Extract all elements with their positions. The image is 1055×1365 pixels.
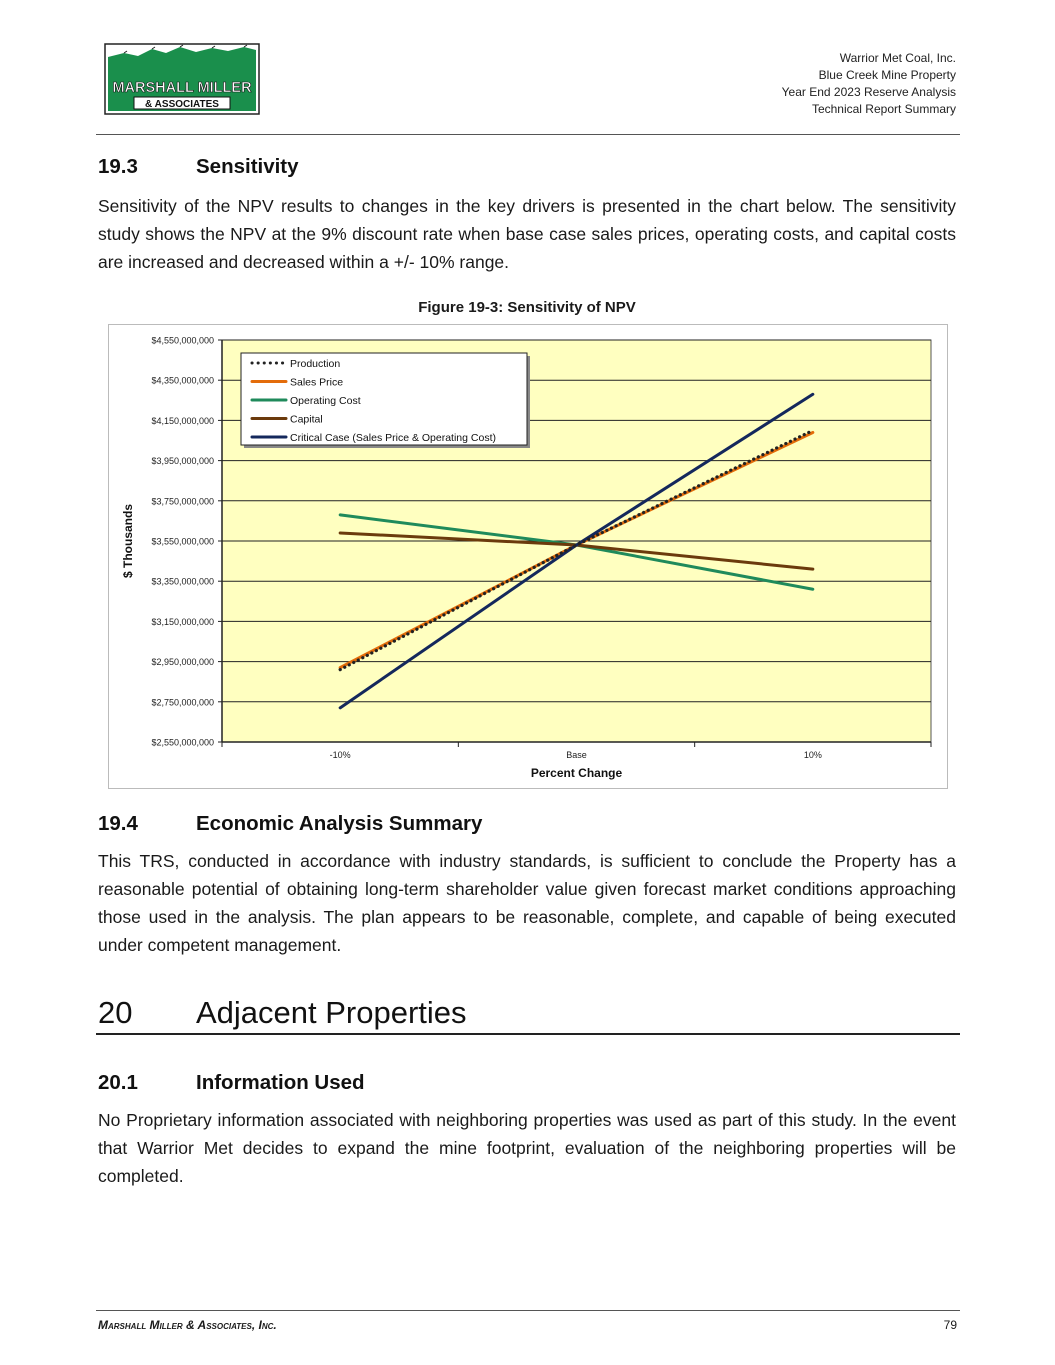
footer-company: Marshall Miller & Associates, Inc. (98, 1318, 277, 1332)
y-tick-label: $2,750,000,000 (151, 697, 214, 708)
economic-summary-paragraph: This TRS, conducted in accordance with industry standards, is sufficient to conclude the Property has a reasonable potential of obtaining long-term shareholder value given forecast market conditions approaching those used in the analysis. The plan appears to be reasonable, complete, and capable of being executed under competent management. (98, 851, 956, 955)
company-logo (104, 43, 260, 115)
legend-label: Capital (290, 413, 323, 426)
sensitivity-paragraph: Sensitivity of the NPV results to changes in the key drivers is presented in the chart below. The sensitivity study shows the NPV at the 9% discount rate when base case sales prices, operating costs, and capital costs are increased and decreased within a +/- 10% range. (98, 196, 956, 272)
chart-svg (109, 325, 947, 788)
header-line-report: Technical Report Summary (811, 102, 956, 116)
y-tick-label: $3,350,000,000 (151, 576, 214, 587)
y-tick-label: $3,750,000,000 (151, 496, 214, 507)
header-line-analysis: Year End 2023 Reserve Analysis (781, 85, 956, 99)
x-tick-label: -10% (329, 750, 351, 760)
figure-caption: Figure 19-3: Sensitivity of NPV (418, 299, 636, 316)
section-number: 19.4 (98, 812, 138, 835)
y-tick-label: $3,150,000,000 (151, 616, 214, 627)
legend-label: Critical Case (Sales Price & Operating Cost) (290, 432, 496, 444)
y-tick-label: $3,950,000,000 (151, 456, 214, 467)
y-tick-label: $3,550,000,000 (151, 536, 214, 547)
header-divider (96, 134, 960, 135)
header-info (782, 50, 956, 118)
y-tick-label: $2,950,000,000 (151, 657, 214, 668)
y-tick-label: $4,550,000,000 (151, 335, 214, 346)
header-line-property: Blue Creek Mine Property (818, 68, 956, 82)
chapter-divider (96, 1033, 960, 1035)
header-line-company: Warrior Met Coal, Inc. (839, 51, 956, 65)
y-tick-label: $4,350,000,000 (151, 375, 214, 386)
legend-label: Sales Price (290, 376, 344, 389)
sensitivity-chart (108, 324, 948, 789)
x-tick-label: Base (566, 750, 587, 760)
section-number: 19.3 (98, 155, 138, 178)
x-axis-label: Percent Change (530, 766, 623, 780)
y-tick-label: $2,550,000,000 (151, 737, 214, 748)
section-title: Economic Analysis Summary (196, 812, 483, 835)
logo-subtext: & ASSOCIATES (145, 99, 219, 110)
section-number: 20.1 (98, 1071, 138, 1094)
section-title: Information Used (196, 1071, 365, 1094)
legend-label: Production (290, 358, 341, 370)
logo-text: MARSHALL MILLER (112, 80, 252, 96)
page-number: 79 (943, 1318, 957, 1332)
y-tick-label: $4,150,000,000 (151, 415, 214, 426)
chapter-number: 20 (98, 995, 133, 1030)
x-tick-label: 10% (803, 750, 822, 760)
y-axis-label: $ Thousands (121, 503, 135, 579)
information-used-paragraph: No Proprietary information associated with neighboring properties was used as part of this study. In the event that Warrior Met decides to expand the mine footprint, evaluation of the neighboring properties will be completed. (98, 1110, 956, 1186)
section-title: Sensitivity (196, 155, 299, 178)
legend-label: Operating Cost (290, 395, 361, 407)
chapter-title: Adjacent Properties (196, 995, 467, 1030)
footer-divider (96, 1310, 960, 1311)
